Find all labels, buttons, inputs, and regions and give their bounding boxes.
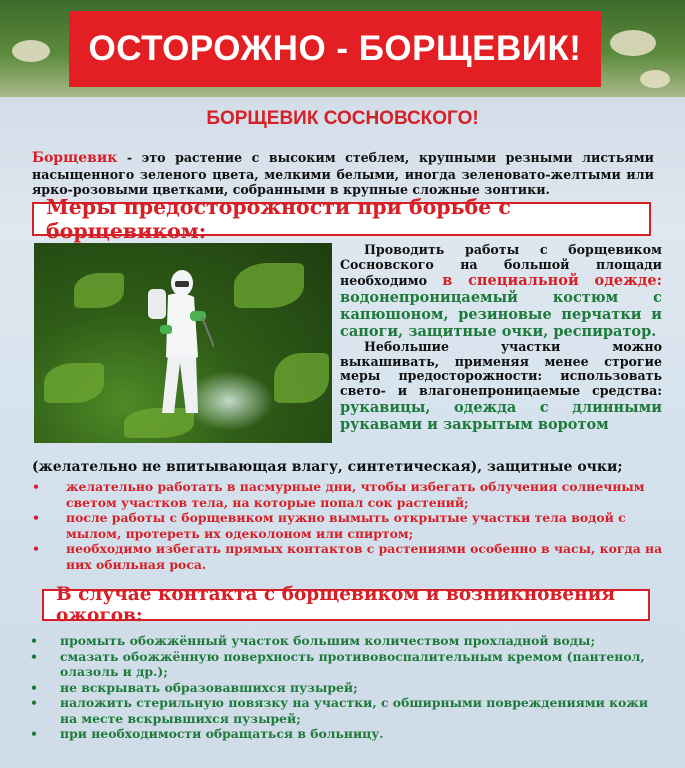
subtitle: БОРЩЕВИК СОСНОВСКОГО!	[206, 108, 479, 129]
precautions-list	[30, 479, 665, 572]
list-item: • не вскрывать образовавшихся пузырей;	[30, 680, 665, 696]
list-item: • промыть обожжённый участок большим количеством прохладной воды;	[30, 633, 665, 649]
p2-tail: (желательно не впитывающая влагу, синтетическая), защитные очки;	[32, 459, 623, 475]
intro-keyword: Борщевик	[32, 150, 118, 166]
p2-green: рукавицы, одежда с длинными рукавами и закрытым воротом	[340, 398, 662, 433]
intro-paragraph	[32, 150, 654, 198]
precautions-heading: Меры предосторожности при борьбе с борщевиком:	[32, 202, 651, 236]
list-item: • при необходимости обращаться в больницу.	[30, 726, 665, 742]
p1-green: водонепроницаемый костюм с капюшоном, резиновые перчатки и сапоги, защитные очки, респиратор.	[340, 289, 662, 341]
worker-spraying-photo	[34, 243, 332, 443]
p2-start: Небольшие участки можно выкашивать, применяя менее строгие меры предосторожности: использовать свето- и влагонепроницаемые средства:	[340, 339, 662, 398]
intro-text: - это растение с высоким стеблем, крупными резными листьями насыщенного зеленого цвета, мелкими белыми, иногда зеленовато-желтыми или ярко-розовыми цветками, собранными в крупные сложные зонтики.	[32, 150, 654, 197]
page-title: ОСТОРОЖНО - БОРЩЕВИК!	[69, 11, 601, 87]
list-item: • желательно работать в пасмурные дни, чтобы избегать облучения солнечным светом участков тела, на которые попал сок растений;	[30, 479, 665, 510]
contact-heading: В случае контакта с борщевиком и возникновения ожогов:	[42, 589, 650, 621]
list-item: • наложить стерильную повязку на участки, с обширными повреждениями кожи на месте вскрывшихся пузырей;	[30, 695, 665, 726]
contact-list	[30, 633, 665, 742]
p1-red: в специальной одежде:	[442, 272, 662, 290]
list-item: • после работы с борщевиком нужно вымыть открытые участки тела водой с мылом, протереть их одеколоном или спиртом;	[30, 510, 665, 541]
worker-figure	[142, 267, 214, 417]
p1-start: Проводить работы с борщевиком Сосновского на большой площади необходимо	[340, 242, 662, 289]
precautions-text	[340, 243, 662, 433]
list-item: • смазать обожжённую поверхность противовоспалительным кремом (пантенол, олазоль и др.);	[30, 649, 665, 680]
list-item: • необходимо избегать прямых контактов с растениями особенно в часы, когда на них обильная роса.	[30, 541, 665, 572]
